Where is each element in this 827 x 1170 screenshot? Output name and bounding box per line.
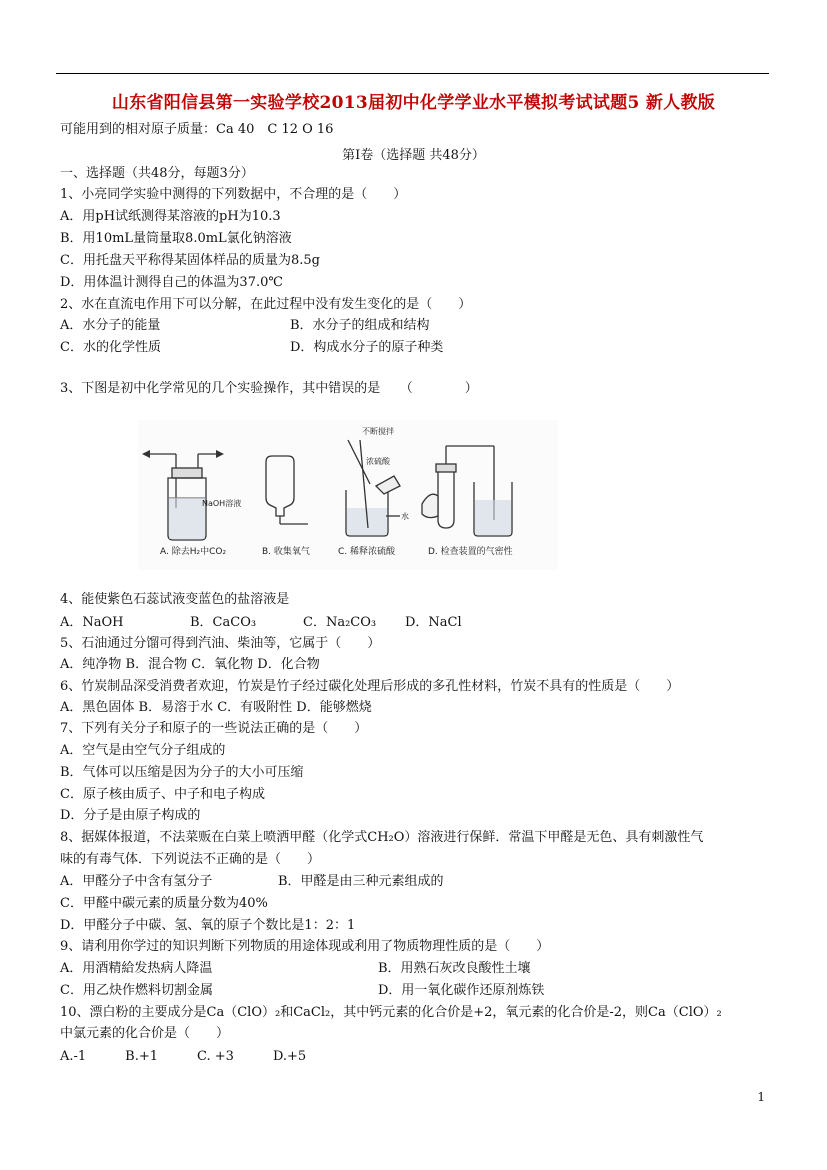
q4-option-c: C．Na₂CO₃ [303,615,377,630]
q6-stem: 6、竹炭制品深受消费者欢迎，竹炭是竹子经过碳化处理后形成的多孔性材料，竹炭不具有的性质是（ ） [60,679,680,694]
q9-option-b: B．用熟石灰改良酸性土壤 [378,961,531,976]
page-title: 山东省阳信县第一实验学校2013届初中化学学业水平模拟考试试题5 新人教版 [111,93,716,113]
caption-c: C. 稀释浓硫酸 [338,547,396,557]
caption-d: D. 检查装置的气密性 [428,547,513,557]
stir-label: 不断搅拌 [362,427,394,436]
caption-a: A. 除去H₂中CO₂ [160,547,227,557]
q2-option-d: D．构成水分子的原子种类 [290,340,444,355]
q7-option-a: A．空气是由空气分子组成的 [60,743,226,758]
q9-option-a: A．用酒精給发热病人降温 [60,961,213,976]
header-rule [56,73,769,74]
q4-option-d: D．NaCl [405,615,462,630]
q10-stem-line1: 10、漂白粉的主要成分是Ca（ClO）₂和CaCl₂，其中钙元素的化合价是+2，氧元素的化合价是-2，则Ca（ClO）₂ [60,1005,722,1020]
q8-option-d: D．甲醛分子中碳、氢、氧的原子个数比是1：2：1 [60,918,356,933]
q5-options: A．纯净物 B．混合物 C．氧化物 D．化合物 [60,657,320,672]
q1-option-b: B．用10mL量筒量取8.0mL氯化钠溶液 [60,231,292,246]
caption-b: B. 收集氧气 [262,547,310,557]
q6-options: A．黑色固体 B．易溶于水 C．有吸附性 D．能够燃烧 [60,700,372,715]
q7-option-d: D．分子是由原子构成的 [60,808,201,823]
atomic-masses: 可能用到的相对原子质量：Ca 40 C 12 O 16 [60,122,334,137]
q2-stem: 2、水在直流电作用下可以分解，在此过程中没有发生变化的是（ ） [60,297,472,312]
q8-stem-line1: 8、据媒体报道，不法菜贩在白菜上喷洒甲醛（化学式CH₂O）溶液进行保鲜．常温下甲醛是无色、具有刺激性气 [60,830,704,845]
q10-options: A.-1 B.+1 C. +3 D.+5 [60,1049,307,1064]
q9-option-c: C．用乙炔作燃料切割金属 [60,983,213,998]
page-number: 1 [757,1090,765,1104]
q7-option-c: C．原子核由质子、中子和电子构成 [60,787,265,802]
q8-stem-line2: 味的有毒气体．下列说法不正确的是（ ） [60,852,321,867]
q9-option-d: D．用一氧化碳作还原剂炼铁 [378,983,545,998]
q8-option-c: C．甲醛中碳元素的质量分数为40% [60,896,268,911]
q4-stem: 4、能使紫色石蕊试液变蓝色的盐溶液是 [60,592,290,607]
q9-stem: 9、请利用你学过的知识判断下列物质的用途体现或利用了物质物理性质的是（ ） [60,939,550,954]
q1-option-a: A．用pH试纸测得某溶液的pH为10.3 [60,209,281,224]
q7-option-b: B．气体可以压缩是因为分子的大小可压缩 [60,765,304,780]
q1-option-c: C．用托盘天平称得某固体样品的质量为8.5g [60,253,320,268]
q8-option-b: B．甲醛是由三种元素组成的 [278,874,444,889]
q3-figure [138,420,558,570]
q7-stem: 7、下列有关分子和原子的一些说法正确的是（ ） [60,721,368,736]
section-header: 第Ⅰ卷（选择题 共48分） [342,148,485,163]
q8-option-a: A．甲醛分子中含有氢分子 [60,874,213,889]
q4-option-b: B．CaCO₃ [190,615,257,630]
q1-stem: 1、小亮同学实验中测得的下列数据中，不合理的是（ ） [60,187,407,202]
part1-header: 一、选择题（共48分，每题3分） [60,166,254,181]
q10-stem-line2: 中氯元素的化合价是（ ） [60,1026,230,1041]
q3-stem: 3、下图是初中化学常见的几个实验操作，其中错误的是 （ ） [60,381,478,396]
naoh-label: NaOH溶液 [202,499,242,508]
q2-option-c: C．水的化学性质 [60,340,161,355]
q4-option-a: A．NaOH [60,615,124,630]
q2-option-a: A．水分子的能量 [60,318,161,333]
water-label: 水 [401,512,409,521]
q2-option-b: B．水分子的组成和结构 [290,318,430,333]
acid-label: 浓硫酸 [366,457,390,466]
q1-option-d: D．用体温计测得自己的体温为37.0℃ [60,275,283,290]
q5-stem: 5、石油通过分馏可得到汽油、柴油等，它属于（ ） [60,636,381,651]
